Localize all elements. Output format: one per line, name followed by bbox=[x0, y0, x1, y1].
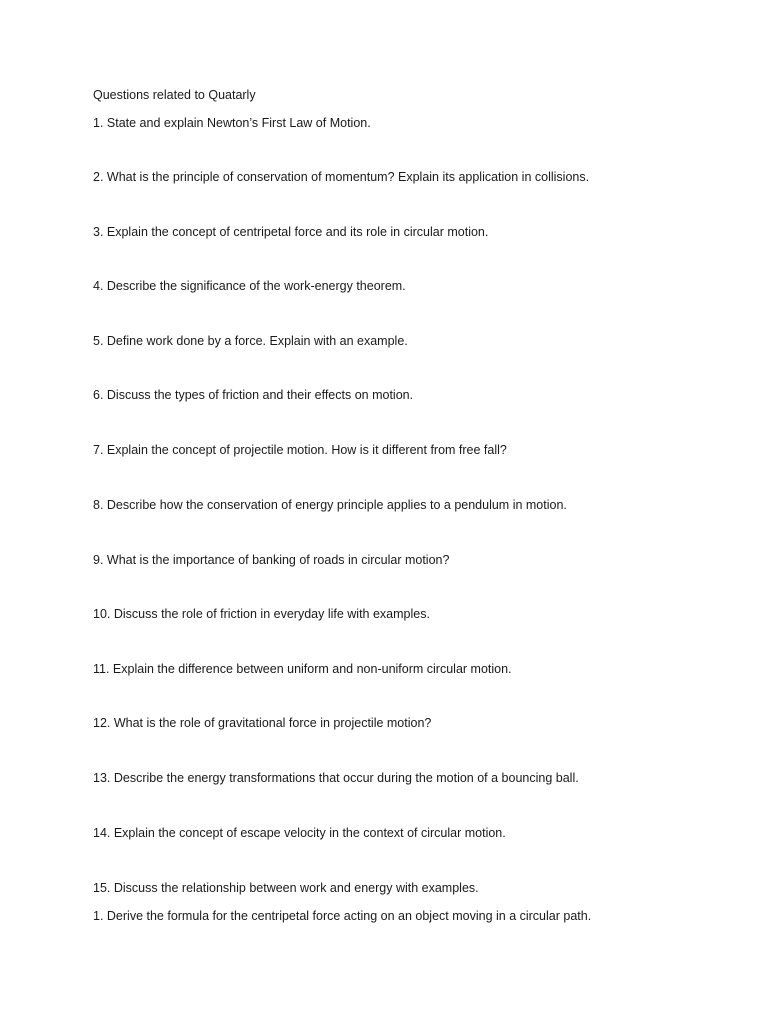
question-item: 1. Derive the formula for the centripetal force acting on an object moving in a circular path. bbox=[93, 909, 592, 923]
question-item: 7. Explain the concept of projectile motion. How is it different from free fall? bbox=[93, 443, 507, 457]
question-item: 5. Define work done by a force. Explain with an example. bbox=[93, 334, 408, 348]
question-item: 12. What is the role of gravitational force in projectile motion? bbox=[93, 716, 432, 730]
question-item: 9. What is the importance of banking of roads in circular motion? bbox=[93, 553, 450, 567]
question-item: 15. Discuss the relationship between work and energy with examples. bbox=[93, 881, 479, 895]
question-item: 3. Explain the concept of centripetal force and its role in circular motion. bbox=[93, 225, 489, 239]
question-item: 1. State and explain Newton’s First Law of Motion. bbox=[93, 116, 371, 130]
question-item: 14. Explain the concept of escape velocity in the context of circular motion. bbox=[93, 826, 506, 840]
question-item: 13. Describe the energy transformations that occur during the motion of a bouncing ball. bbox=[93, 771, 579, 785]
document-heading: Questions related to Quatarly bbox=[93, 88, 256, 102]
question-item: 4. Describe the significance of the work-energy theorem. bbox=[93, 279, 406, 293]
question-item: 6. Discuss the types of friction and their effects on motion. bbox=[93, 388, 414, 402]
question-item: 10. Discuss the role of friction in everyday life with examples. bbox=[93, 607, 430, 621]
question-item: 8. Describe how the conservation of energy principle applies to a pendulum in motion. bbox=[93, 498, 567, 512]
question-item: 11. Explain the difference between uniform and non-uniform circular motion. bbox=[93, 662, 512, 676]
question-item: 2. What is the principle of conservation of momentum? Explain its application in collisions. bbox=[93, 170, 590, 184]
